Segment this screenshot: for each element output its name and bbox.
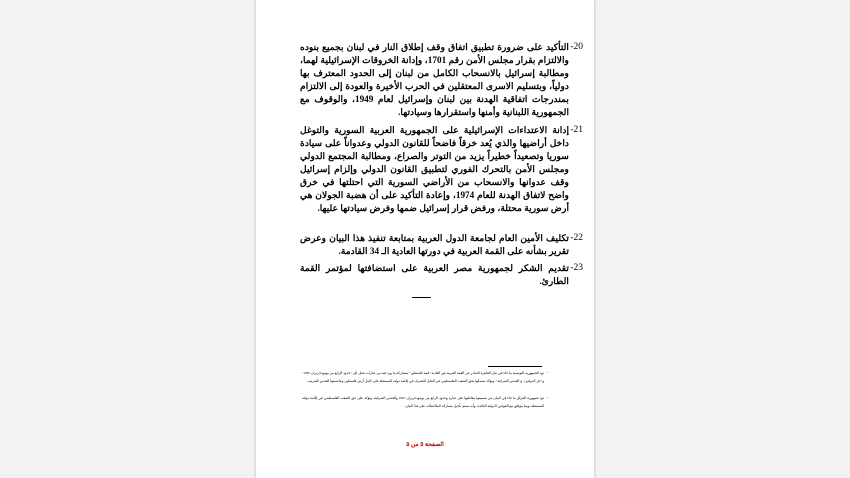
- clause-21: [300, 124, 583, 215]
- clause-23: [300, 262, 583, 288]
- footnote-text: تود جمهورية العراق ما جاء في البيان من تسميتها بتعاطيها على عبارة وحدود الرابع من يونيو/حزيران 1967 والقدس الشرقية، وتؤكد على حق الشعب الفلسطيني في إقامة دولته المستقلة، وبما يتوافق مع القوانين الدولية النافذة، وأنه سيتم تأجيل مشاركة الملاحظات على هذا البيان.: [302, 396, 544, 408]
- clause-text: تكليف الأمين العام لجامعة الدول العربية بمتابعة تنفيذ هذا البيان وعرض تقرير بشأنه على القمة العربية في دورتها العادية الـ 34 القادمة.: [300, 233, 569, 256]
- clause-22: [300, 232, 583, 258]
- footnote-text: تود الجمهورية التونسية ما جاء في بيان القاهرة الصادر عن القمة العربية غير العادية "قمة فلسطين" بمشاركة ما ورد فيه من عبارات تحيل إلى "حدود الرابع من يونيو/حزيران 1967" و"حل الدولتين" و"القدس الشرقية"، وتؤكد تمسكها بحق الشعب الفلسطيني غير القابل للتصرف في إقامة دولته المستقلة على كامل أرض فلسطين وعاصمتها القدس الشريف.: [302, 371, 544, 383]
- footnote-mark: -: [546, 370, 548, 375]
- clause-20: [300, 41, 583, 119]
- clause-text: تقديم الشكر لجمهورية مصر العربية على استضافتها لمؤتمر القمة الطارئ.: [300, 263, 569, 286]
- footnote-mark: -: [546, 395, 548, 400]
- end-divider: [412, 297, 431, 298]
- footnote-1: [302, 369, 548, 393]
- footnote-2: [302, 394, 548, 418]
- clause-text: إدانة الاعتداءات الإسرائيلية على الجمهورية العربية السورية والتوغل داخل أراضيها والذي يُعد خرقاً فاضحاً للقانون الدولي وعدواناً على سيادة سوريا وتصعيداً خطيراً يزيد من التوتر والصراع، ومطالبة المجتمع الدولي ومجلس الأمن بالتحرك الفوري لتطبيق القانون الدولي وإلزام إسرائيل وقف عدوانها والانسحاب من الأراضي السورية التي احتلتها في خرق واضح لاتفاق الهدنة للعام 1974، وإعادة التأكيد على أن هضبة الجولان هي أرض سورية محتلة، ورفض قرار إسرائيل ضمها وفرض سيادتها عليها.: [300, 125, 569, 213]
- clause-text: التأكيد على ضرورة تطبيق اتفاق وقف إطلاق النار في لبنان بجميع بنوده والالتزام بقرار مجلس الأمن رقم 1701، وإدانة الخروقات الإسرائيلية لهما، ومطالبة إسرائيل بالانسحاب الكامل من لبنان إلى الحدود المعترف بها دولياً، وبتسليم الاسرى المعتقلين في الحرب الأخيرة والعودة إلى الالتزام بمندرجات اتفاقية الهدنة بين لبنان وإسرائيل لعام 1949، والوقوف مع الجمهورية اللبنانية وأمنها واستقرارها وسيادتها.: [300, 42, 569, 117]
- clause-number: -22: [570, 233, 583, 243]
- clause-number: -20: [570, 42, 583, 52]
- document-page: [256, 0, 594, 478]
- clause-number: -21: [570, 125, 583, 135]
- clause-number: -23: [570, 263, 583, 273]
- footnote-divider: [488, 366, 542, 367]
- page-number: الصفحة ٥ من ٥: [406, 442, 444, 448]
